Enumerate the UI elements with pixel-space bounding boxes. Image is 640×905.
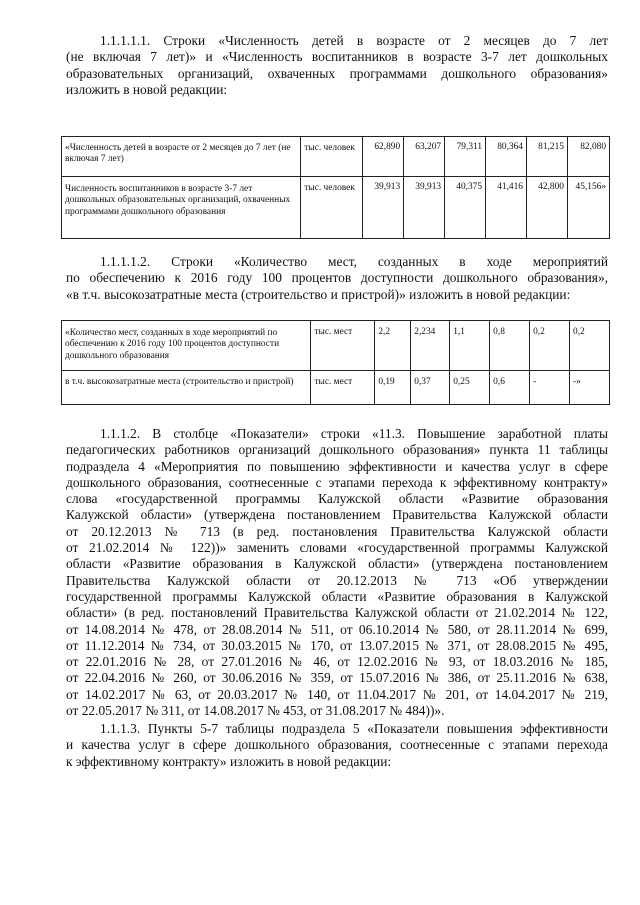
text-line: педагогических работников организаций дошкольного образования» пункта 11 таблицы	[66, 442, 608, 458]
text-line: Правительства Калужской области от 20.12.2013 № 713 «Об утверждении	[66, 572, 608, 588]
value-cell: 0,19	[375, 371, 411, 405]
value-cell: 1,1	[450, 321, 490, 371]
value-cell: 42,800	[526, 177, 567, 239]
value-cell: 81,215	[526, 137, 567, 177]
text-line: 1.1.1.2. В столбце «Показатели» строки «11.3. Повышение заработной платы	[100, 426, 608, 441]
table-row	[62, 137, 610, 177]
table-row	[62, 177, 610, 239]
row-label: «Количество мест, созданных в ходе мероприятий по обеспечению к 2016 году 100 процентов доступности дошкольного образования	[62, 321, 311, 371]
text-line: (не включая 7 лет)» и «Численность воспитанников в возрасте 3-7 лет дошкольных	[66, 49, 608, 65]
unit-cell: тыс. человек	[301, 137, 363, 177]
text-line: от 14.08.2014 № 478, от 28.08.2014 № 511, от 06.10.2014 № 580, от 28.11.2014 № 699,	[66, 621, 608, 637]
text-line: от 11.12.2014 № 734, от 30.03.2015 № 170, от 13.07.2015 № 371, от 28.08.2015 № 495,	[66, 637, 608, 653]
places-count-table	[61, 320, 610, 405]
row-label: в т.ч. высокозатратные места (строительство и пристрой)	[62, 371, 311, 405]
value-cell: -	[530, 371, 570, 405]
value-cell: 0,37	[411, 371, 450, 405]
text-line: изложить в новой редакции:	[66, 81, 228, 97]
text-line: 1.1.1.1.1. Строки «Численность детей в возрасте от 2 месяцев до 7 лет	[100, 33, 608, 48]
paragraph-1-1-1-3	[66, 721, 608, 770]
text-line: от 21.02.2014 № 122))» заменить словами «государственной программы Калужской	[66, 540, 608, 556]
text-line: области» (в ред. постановлений Правительства Калужской области от 21.02.2014 № 122,	[66, 605, 608, 621]
value-cell: 79,311	[445, 137, 486, 177]
value-cell: 40,375	[445, 177, 486, 239]
text-line: «в т.ч. высокозатратные места (строительство и пристрой)» изложить в новой редакции:	[66, 286, 571, 302]
paragraph-1-1-1-2	[66, 426, 608, 719]
row-label: «Численность детей в возрасте от 2 месяцев до 7 лет (не включая 7 лет)	[62, 137, 301, 177]
value-cell: 39,913	[363, 177, 404, 239]
text-line: дошкольного образования, соотнесенные с этапами перехода к эффективному контракту»	[66, 474, 608, 490]
value-cell: 0,2	[530, 321, 570, 371]
text-line: от 22.05.2017 № 311, от 14.08.2017 № 453, от 31.08.2017 № 484))».	[66, 703, 445, 719]
unit-cell: тыс. человек	[301, 177, 363, 239]
value-cell: 62,890	[363, 137, 404, 177]
value-cell: 45,156»	[567, 177, 609, 239]
text-line: от 20.12.2013 № 713 (в ред. постановления Правительства Калужской области	[66, 523, 608, 539]
text-line: образовательных организаций, охваченных программами дошкольного образования»	[66, 65, 608, 81]
value-cell: 82,080	[567, 137, 609, 177]
value-cell: 80,364	[486, 137, 527, 177]
row-label: Численность воспитанников в возрасте 3-7 лет дошкольных образовательных организаций, охваченных программами дошкольного образования	[62, 177, 301, 239]
value-cell: 41,416	[486, 177, 527, 239]
text-line: подраздела 4 «Мероприятия по повышению эффективности и качества услуг в сфере	[66, 458, 608, 474]
paragraph-1-1-1-1-2	[66, 254, 608, 303]
value-cell: 0,2	[570, 321, 610, 371]
text-line: Калужской области» (утверждена постановлением Правительства Калужской области	[66, 507, 608, 523]
text-line: слова «государственной программы Калужской области «Развитие образования	[66, 491, 608, 507]
unit-cell: тыс. мест	[311, 321, 375, 371]
value-cell: 2,2	[375, 321, 411, 371]
children-count-table	[61, 136, 610, 239]
text-line: 1.1.1.1.2. Строки «Количество мест, созданных в ходе мероприятий	[100, 254, 608, 269]
text-line: государственной программы Калужской области «Развитие образования в Калужской	[66, 588, 608, 604]
text-line: по обеспечению к 2016 году 100 процентов доступности дошкольного образования»,	[66, 270, 608, 286]
table-row	[62, 321, 610, 371]
text-line: к эффективному контракту» изложить в новой редакции:	[66, 753, 392, 769]
value-cell: 63,207	[404, 137, 445, 177]
value-cell: 2,234	[411, 321, 450, 371]
value-cell: -»	[570, 371, 610, 405]
text-line: области «Развитие образования в Калужской области» (утверждена постановлением	[66, 556, 608, 572]
text-line: от 22.04.2016 № 260, от 30.06.2016 № 359, от 15.07.2016 № 386, от 25.11.2016 № 638,	[66, 670, 608, 686]
value-cell: 0,6	[490, 371, 530, 405]
text-line: и качества услуг в сфере дошкольного образования, соотнесенные с этапами перехода	[66, 737, 608, 753]
paragraph-1-1-1-1-1	[66, 33, 608, 98]
text-line: 1.1.1.3. Пункты 5-7 таблицы подраздела 5 «Показатели повышения эффективности	[100, 721, 608, 736]
text-line: от 14.02.2017 № 63, от 20.03.2017 № 140, от 11.04.2017 № 201, от 14.04.2017 № 219,	[66, 686, 608, 702]
value-cell: 0,25	[450, 371, 490, 405]
unit-cell: тыс. мест	[311, 371, 375, 405]
value-cell: 39,913	[404, 177, 445, 239]
table-row	[62, 371, 610, 405]
value-cell: 0,8	[490, 321, 530, 371]
text-line: от 22.01.2016 № 28, от 27.01.2016 № 46, от 12.02.2016 № 93, от 18.03.2016 № 185,	[66, 654, 608, 670]
